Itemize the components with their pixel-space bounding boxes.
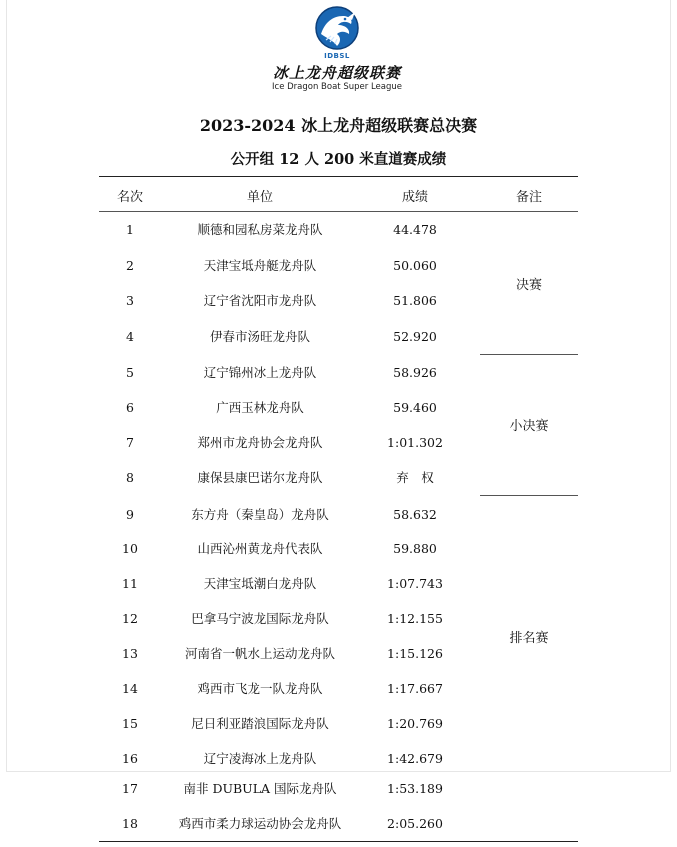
unit-cell: 顺德和园私房菜龙舟队 [197, 222, 323, 237]
rank-cell: 12 [122, 611, 138, 626]
header-unit: 单位 [246, 190, 273, 205]
score-cell: 58.632 [393, 507, 437, 522]
rank-cell: 18 [122, 816, 138, 831]
table-top-rule [99, 176, 578, 177]
score-cell: 44.478 [393, 222, 437, 237]
unit-cell: 天津宝坻潮白龙舟队 [203, 576, 317, 591]
rank-cell: 14 [122, 681, 138, 696]
rank-cell: 6 [126, 400, 134, 415]
rank-cell: 16 [122, 751, 138, 766]
unit-cell: 鸡西市飞龙一队龙舟队 [197, 681, 323, 696]
score-cell: 1:01.302 [387, 435, 443, 450]
table-bottom-rule [99, 841, 578, 842]
score-cell: 1:17.667 [387, 681, 443, 696]
rank-cell: 10 [122, 541, 138, 556]
score-cell: 1:20.769 [387, 716, 443, 731]
score-cell: 1:07.743 [387, 576, 443, 591]
score-cell: 58.926 [393, 365, 437, 380]
league-logo [272, 4, 402, 96]
rank-cell: 2 [126, 258, 134, 273]
score-cell: 1:42.679 [387, 751, 443, 766]
logo-org-abbrev: IDBSL [324, 52, 350, 60]
unit-cell: 天津宝坻舟艇龙舟队 [203, 258, 317, 273]
unit-cell: 巴拿马宁波龙国际龙舟队 [191, 611, 329, 626]
score-cell: 59.460 [393, 400, 437, 415]
document-title: 2023-2024 冰上龙舟超级联赛总决赛 [199, 116, 478, 135]
header-score: 成绩 [401, 190, 428, 205]
rank-cell: 1 [126, 222, 134, 237]
score-cell: 1:53.189 [387, 781, 443, 796]
score-cell: 50.060 [393, 258, 437, 273]
unit-cell: 河南省一帆水上运动龙舟队 [184, 646, 335, 661]
rank-cell: 15 [122, 716, 138, 731]
logo-chinese-name: 冰上龙舟超级联赛 [272, 64, 401, 82]
rank-cell: 5 [126, 365, 134, 380]
logo-english-name: Ice Dragon Boat Super League [272, 82, 402, 92]
note-small-final: 小决赛 [509, 419, 549, 434]
unit-cell: 辽宁锦州冰上龙舟队 [203, 365, 317, 380]
unit-cell: 伊春市汤旺龙舟队 [209, 329, 310, 344]
unit-cell: 广西玉林龙舟队 [216, 400, 304, 415]
rank-cell: 4 [126, 329, 134, 344]
header-note: 备注 [515, 190, 542, 205]
score-cell: 52.920 [393, 329, 437, 344]
score-cell: 2:05.260 [387, 816, 443, 831]
score-cell: 51.806 [393, 293, 437, 308]
header-rank: 名次 [116, 190, 143, 205]
rank-cell: 13 [122, 646, 138, 661]
unit-cell: 东方舟（秦皇岛）龙舟队 [191, 507, 329, 522]
score-cell: 59.880 [393, 541, 437, 556]
rank-cell: 11 [122, 576, 138, 591]
rank-cell: 8 [126, 470, 134, 485]
rank-cell: 9 [126, 507, 134, 522]
unit-cell: 康保县康巴诺尔龙舟队 [197, 470, 323, 485]
note-divider-final [480, 354, 578, 355]
score-cell: 弃 权 [396, 470, 434, 485]
score-cell: 1:12.155 [387, 611, 443, 626]
note-ranking: 排名赛 [509, 631, 549, 646]
rank-cell: 7 [126, 435, 134, 450]
unit-cell: 山西沁州黄龙舟代表队 [197, 541, 323, 556]
rank-cell: 17 [122, 781, 138, 796]
unit-cell: 鸡西市柔力球运动协会龙舟队 [178, 816, 342, 831]
ice-dragon-emblem-icon [307, 4, 367, 54]
rank-cell: 3 [126, 293, 134, 308]
unit-cell: 尼日利亚踏浪国际龙舟队 [191, 716, 329, 731]
document-subtitle: 公开组 12 人 200 米直道赛成绩 [230, 151, 447, 168]
note-final: 决赛 [515, 278, 542, 293]
unit-cell: 南非 DUBULA 国际龙舟队 [183, 781, 337, 796]
note-divider-small-final [480, 495, 578, 496]
score-cell: 1:15.126 [387, 646, 443, 661]
table-header-rule [99, 211, 578, 212]
unit-cell: 辽宁凌海冰上龙舟队 [203, 751, 317, 766]
unit-cell: 郑州市龙舟协会龙舟队 [197, 435, 323, 450]
unit-cell: 辽宁省沈阳市龙舟队 [203, 293, 317, 308]
